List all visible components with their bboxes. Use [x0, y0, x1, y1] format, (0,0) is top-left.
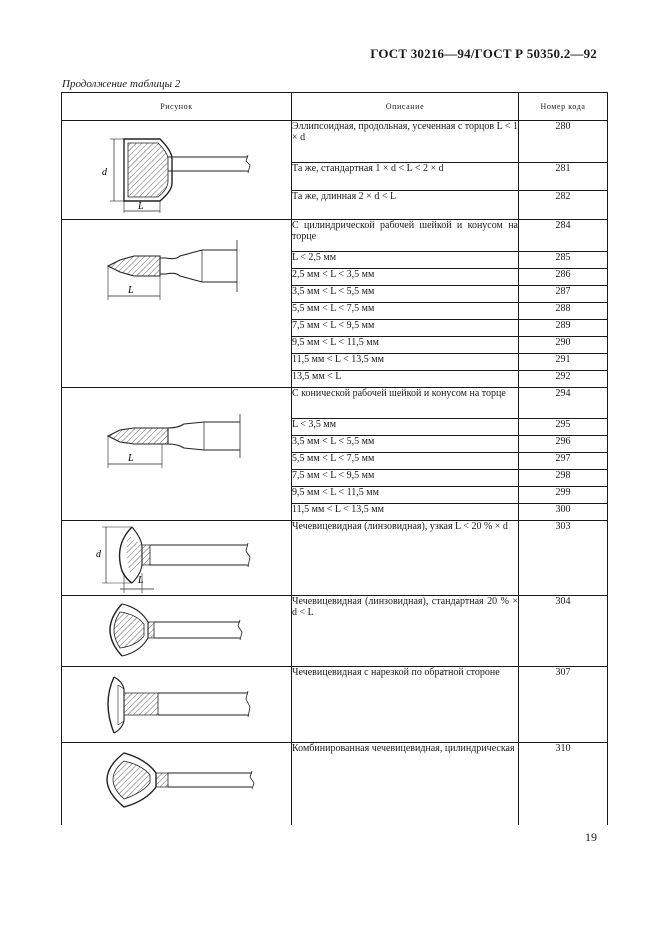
conical-neck-cone-drawing [62, 388, 292, 520]
row-code: 294 [519, 388, 608, 419]
row-desc: L < 3,5 мм [292, 419, 519, 436]
table-header-row [62, 93, 608, 121]
table-row [62, 596, 608, 667]
lens-reverse-cut-drawing [62, 667, 292, 743]
dim-label-d: d [96, 549, 101, 560]
row-code: 287 [519, 286, 608, 303]
combined-lens-cylindrical-drawing [62, 743, 292, 825]
figure-combined-lens-cylindrical [62, 743, 292, 825]
ellipsoid-truncated-drawing [62, 121, 292, 217]
row-desc: 11,5 мм < L < 13,5 мм [292, 504, 519, 521]
row-code: 280 [519, 121, 608, 163]
row-desc: 5,5 мм < L < 7,5 мм [292, 453, 519, 470]
dim-label-L: L [128, 285, 134, 296]
row-code: 296 [519, 436, 608, 453]
figure-cylindrical-neck-cone [62, 220, 292, 388]
row-desc: Та же, длинная 2 × d < L [292, 191, 519, 220]
row-code: 285 [519, 252, 608, 269]
table-row [62, 121, 608, 163]
row-desc: С цилиндрической рабочей шейкой и конусом на торце [292, 220, 519, 252]
row-desc: 2,5 мм < L < 3,5 мм [292, 269, 519, 286]
header-description: Описание [292, 93, 519, 121]
row-code: 281 [519, 163, 608, 191]
dim-label-d: d [102, 167, 107, 178]
row-desc: Эллипсоидная, продольная, усеченная с торцов L < 1 × d [292, 121, 519, 163]
table-row [62, 743, 608, 825]
dim-label-L: L [138, 575, 144, 586]
row-desc: 3,5 мм < L < 5,5 мм [292, 286, 519, 303]
row-desc: Чечевицевидная (линзовидная), узкая L < 20 % × d [292, 521, 519, 596]
page-number: 19 [585, 830, 597, 844]
lens-narrow-drawing [62, 521, 292, 596]
table-row [62, 521, 608, 596]
row-code: 288 [519, 303, 608, 320]
row-code: 310 [519, 743, 608, 825]
row-desc: Та же, стандартная 1 × d < L < 2 × d [292, 163, 519, 191]
figure-ellipsoid-truncated [62, 121, 292, 220]
figure-lens-narrow [62, 521, 292, 596]
figure-lens-reverse-cut [62, 667, 292, 743]
dim-label-L: L [138, 201, 144, 212]
lens-standard-drawing [62, 596, 292, 667]
dim-label-L: L [128, 453, 134, 464]
cylindrical-neck-cone-drawing [62, 220, 292, 386]
table-row [62, 388, 608, 419]
row-code: 286 [519, 269, 608, 286]
row-desc: 7,5 мм < L < 9,5 мм [292, 320, 519, 337]
row-desc: 13,5 мм < L [292, 371, 519, 388]
row-code: 290 [519, 337, 608, 354]
row-desc: С конической рабочей шейкой и конусом на торце [292, 388, 519, 419]
header-figure: Рисунок [62, 93, 292, 121]
spec-table [61, 92, 608, 825]
row-code: 295 [519, 419, 608, 436]
table-row [62, 220, 608, 252]
row-desc: 11,5 мм < L < 13,5 мм [292, 354, 519, 371]
row-code: 292 [519, 371, 608, 388]
row-code: 304 [519, 596, 608, 667]
row-code: 284 [519, 220, 608, 252]
continuation-caption: Продолжение таблицы 2 [62, 78, 181, 90]
row-desc: Чечевицевидная (линзовидная), стандартная 20 % × d < L [292, 596, 519, 667]
row-code: 282 [519, 191, 608, 220]
row-code: 297 [519, 453, 608, 470]
row-desc: 7,5 мм < L < 9,5 мм [292, 470, 519, 487]
row-code: 298 [519, 470, 608, 487]
header-code: Номер кода [519, 93, 608, 121]
table-row [62, 667, 608, 743]
row-desc: Комбинированная чечевицевидная, цилиндрическая [292, 743, 519, 825]
row-desc: 3,5 мм < L < 5,5 мм [292, 436, 519, 453]
row-desc: Чечевицевидная с нарезкой по обратной стороне [292, 667, 519, 743]
row-code: 300 [519, 504, 608, 521]
row-desc: 9,5 мм < L < 11,5 мм [292, 337, 519, 354]
row-desc: 9,5 мм < L < 11,5 мм [292, 487, 519, 504]
figure-lens-standard [62, 596, 292, 667]
row-code: 307 [519, 667, 608, 743]
row-code: 303 [519, 521, 608, 596]
standard-header: ГОСТ 30216—94/ГОСТ Р 50350.2—92 [370, 46, 597, 61]
row-desc: 5,5 мм < L < 7,5 мм [292, 303, 519, 320]
row-code: 291 [519, 354, 608, 371]
figure-conical-neck-cone [62, 388, 292, 521]
row-code: 289 [519, 320, 608, 337]
row-code: 299 [519, 487, 608, 504]
row-desc: L < 2,5 мм [292, 252, 519, 269]
